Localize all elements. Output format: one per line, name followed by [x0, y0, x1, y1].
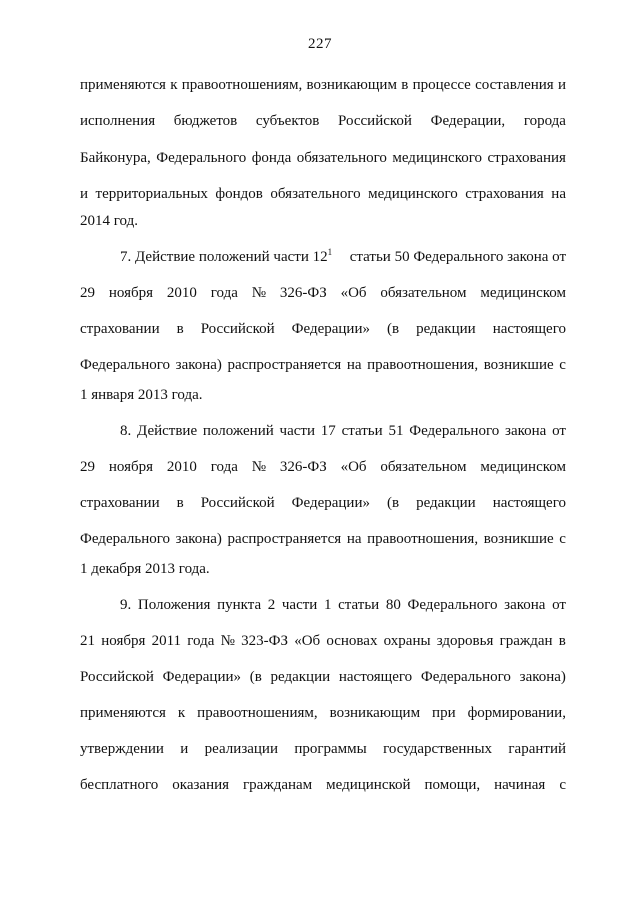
word: 21: [80, 633, 95, 649]
word: здоровья: [436, 633, 494, 649]
word: 2011: [151, 633, 182, 649]
word: оказания: [172, 777, 230, 793]
word: процессе: [412, 77, 471, 93]
word: обязательного: [270, 186, 361, 202]
word: №: [251, 285, 267, 301]
word: распространяется: [227, 531, 342, 547]
word: 29: [80, 285, 95, 301]
word: части: [281, 597, 318, 613]
word: 2010: [166, 459, 197, 475]
text-line: [80, 355, 566, 375]
text-line: [80, 739, 566, 759]
word: фондов: [215, 186, 263, 202]
word: правоотношениям,: [197, 705, 318, 721]
word: государственных: [383, 741, 493, 757]
word: от: [552, 423, 566, 439]
word: Федерации,: [430, 113, 506, 129]
word: территориальных: [95, 186, 208, 202]
word: закона): [519, 669, 566, 685]
word: начиная: [494, 777, 546, 793]
word: охраны: [383, 633, 431, 649]
word: обязательного: [296, 150, 387, 166]
word: закона): [175, 357, 222, 373]
word: правоотношения,: [367, 531, 479, 547]
text-line: [80, 703, 566, 723]
word: статьи: [338, 597, 380, 613]
word: настоящего: [338, 669, 413, 685]
word: медицинского: [392, 150, 483, 166]
word: Федерального: [420, 669, 511, 685]
text-line: [120, 421, 566, 441]
word: (в: [386, 321, 400, 337]
word: Российской: [200, 321, 275, 337]
text-segment: статьи 50 Федерального закона от: [349, 249, 566, 265]
text-line: [80, 457, 566, 477]
text-line: 1 декабря 2013 года.: [80, 561, 210, 577]
word: Федерального: [407, 597, 498, 613]
text-line: [80, 184, 566, 204]
word: «Об: [294, 633, 321, 649]
word: Федерации»: [162, 669, 241, 685]
text-segment: 7. Действие положений части $12^1$: [120, 247, 333, 265]
word: в: [176, 321, 184, 337]
word: граждан: [499, 633, 553, 649]
word: возникшие: [483, 357, 554, 373]
word: 51: [388, 423, 404, 439]
text-line: [80, 631, 566, 651]
word: и: [80, 186, 89, 202]
page-number: 227: [308, 36, 332, 52]
word: Российской: [200, 495, 275, 511]
word: с: [559, 777, 566, 793]
word: Действие: [137, 423, 198, 439]
text-line: [80, 493, 566, 513]
word: «Об: [340, 285, 367, 301]
word: 326-ФЗ: [279, 459, 327, 475]
word: 326-ФЗ: [279, 285, 327, 301]
word: страховании: [80, 495, 160, 511]
word: города: [523, 113, 566, 129]
word: в: [558, 633, 566, 649]
word: года: [210, 285, 238, 301]
word: правоотношениям,: [181, 77, 303, 93]
word: при: [432, 705, 456, 721]
word: и: [557, 77, 566, 93]
word: 2: [267, 597, 276, 613]
word: Федерального: [80, 531, 171, 547]
word: гарантий: [508, 741, 566, 757]
word: исполнения: [80, 113, 156, 129]
word: Российской: [338, 113, 412, 129]
word: ноября: [108, 285, 154, 301]
word: с: [559, 357, 566, 373]
text-line: [80, 283, 566, 303]
word: 29: [80, 459, 95, 475]
word: года: [187, 633, 215, 649]
word: Федерального: [156, 150, 247, 166]
word: «Об: [340, 459, 367, 475]
word: ноября: [101, 633, 146, 649]
word: положений: [202, 423, 274, 439]
text-line: [120, 595, 566, 615]
word: возникающим: [329, 705, 421, 721]
word: Российской: [80, 669, 154, 685]
text-line: [80, 319, 566, 339]
word: страховании: [80, 321, 160, 337]
word: 1: [323, 597, 332, 613]
word: утверждении: [80, 741, 164, 757]
word: на: [346, 531, 362, 547]
word: возникающим: [306, 77, 397, 93]
text-line: [80, 111, 566, 131]
word: №: [251, 459, 267, 475]
word: Федерального: [409, 423, 500, 439]
word: и: [180, 741, 189, 757]
word: настоящего: [492, 495, 566, 511]
word: статьи: [341, 423, 383, 439]
word: части: [279, 423, 315, 439]
word: Федерации»: [291, 495, 370, 511]
word: реализации: [204, 741, 278, 757]
word: от: [552, 597, 566, 613]
word: в: [176, 495, 184, 511]
word: применяются: [80, 77, 166, 93]
word: к: [170, 77, 178, 93]
word: 17: [320, 423, 336, 439]
word: 8.: [120, 423, 132, 439]
word: страхования: [465, 186, 544, 202]
word: пункта: [217, 597, 262, 613]
word: гражданам: [243, 777, 313, 793]
word: №: [220, 633, 235, 649]
word: медицинском: [480, 459, 566, 475]
superscript: 1: [327, 247, 333, 257]
word: закона: [505, 423, 547, 439]
word: ноября: [108, 459, 154, 475]
word: года: [210, 459, 238, 475]
word: Федерального: [80, 357, 171, 373]
text-line: [80, 775, 566, 795]
word: помощи,: [424, 777, 481, 793]
word: Положения: [137, 597, 211, 613]
word: бесплатного: [80, 777, 159, 793]
word: закона: [504, 597, 546, 613]
word: 323-ФЗ: [241, 633, 288, 649]
text-line: [80, 75, 566, 95]
word: страхования: [487, 150, 566, 166]
text-line: [80, 667, 566, 687]
word: с: [559, 531, 566, 547]
word: формировании,: [467, 705, 566, 721]
word: Федерации»: [291, 321, 370, 337]
word: на: [346, 357, 362, 373]
word: возникшие: [483, 531, 554, 547]
word: основах: [326, 633, 378, 649]
item-7-first-line: [120, 247, 566, 267]
word: программы: [294, 741, 367, 757]
word: медицинского: [368, 186, 458, 202]
word: Байконура,: [80, 150, 151, 166]
word: 80: [385, 597, 401, 613]
word: обязательном: [380, 285, 467, 301]
word: закона): [175, 531, 222, 547]
word: 2010: [166, 285, 197, 301]
word: (в: [249, 669, 262, 685]
word: медицинском: [480, 285, 566, 301]
text-line: [80, 148, 566, 168]
word: обязательном: [380, 459, 467, 475]
word: к: [177, 705, 186, 721]
word: бюджетов: [173, 113, 238, 129]
text-line: 2014 год.: [80, 213, 138, 229]
word: в: [401, 77, 409, 93]
word: распространяется: [227, 357, 342, 373]
word: на: [551, 186, 566, 202]
word: фонда: [251, 150, 292, 166]
word: 9.: [120, 597, 132, 613]
word: медицинской: [326, 777, 411, 793]
word: редакции: [270, 669, 331, 685]
text-line: 1 января 2013 года.: [80, 387, 203, 403]
word: настоящего: [492, 321, 566, 337]
text-line: [80, 529, 566, 549]
word: составления: [475, 77, 554, 93]
word: редакции: [416, 495, 476, 511]
word: субъектов: [255, 113, 320, 129]
word: правоотношения,: [367, 357, 479, 373]
word: редакции: [416, 321, 476, 337]
word: применяются: [80, 705, 166, 721]
word: (в: [386, 495, 400, 511]
